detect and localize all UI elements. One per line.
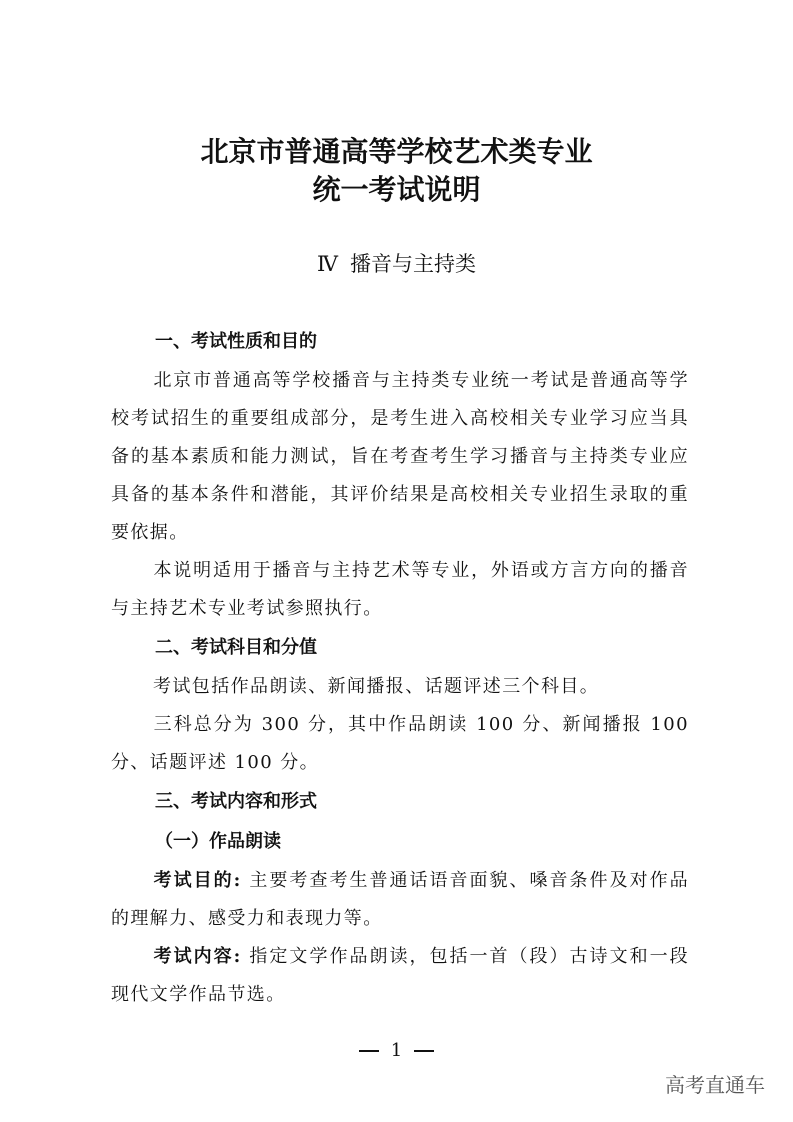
section-title: 播音与主持类: [349, 252, 476, 276]
paragraph-1: [111, 362, 689, 552]
document-title-line1: 北京市普通高等学校艺术类专业: [200, 135, 593, 168]
section-number: Ⅳ: [317, 252, 338, 276]
page-number: 1: [390, 1040, 403, 1061]
document-title-line2: 统一考试说明: [312, 173, 481, 206]
heading-3: 三、考试内容和形式: [155, 791, 317, 812]
paragraph-5-text: 主要考查考生普通话语音面貌、嗓音条件及对作品的理解力、感受力和表现力等。: [111, 870, 689, 929]
paragraph-3-text: 考试包括作品朗读、新闻播报、话题评述三个科目。: [153, 676, 600, 697]
paragraph-5: [111, 862, 689, 938]
paragraph-2: [111, 552, 689, 628]
page-footer: [0, 1040, 793, 1061]
section-heading: [0, 248, 793, 278]
paragraph-2-text: 本说明适用于播音与主持艺术等专业，外语或方言方向的播音与主持艺术专业考试参照执行。: [111, 560, 689, 619]
document-body: [111, 322, 689, 1014]
heading-2: 二、考试科目和分值: [155, 637, 317, 658]
footer-dash-left: [359, 1050, 379, 1052]
paragraph-4: [111, 706, 689, 782]
paragraph-1-text: 北京市普通高等学校播音与主持类专业统一考试是普通高等学校考试招生的重要组成部分，是考生进入高校相关专业学习应当具备的基本素质和能力测试，旨在考查考生学习播音与主持类专业应具备的基本条件和潜能，其评价结果是高校相关专业招生录取的重要依据。: [111, 370, 689, 543]
paragraph-6-label: 考试内容:: [153, 946, 242, 967]
subheading-3-1: （一）作品朗读: [155, 831, 281, 852]
paragraph-6-text: 指定文学作品朗读，包括一首（段）古诗文和一段现代文学作品节选。: [111, 946, 689, 1005]
paragraph-4-text: 三科总分为 300 分，其中作品朗读 100 分、新闻播报 100 分、话题评述 100 分。: [111, 714, 689, 773]
footer-dash-right: [414, 1050, 434, 1052]
paragraph-5-label: 考试目的:: [153, 870, 242, 891]
paragraph-6: [111, 938, 689, 1014]
watermark-text: 高考直通车: [665, 1073, 765, 1097]
heading-1: 一、考试性质和目的: [155, 331, 317, 352]
paragraph-3: [111, 668, 689, 706]
